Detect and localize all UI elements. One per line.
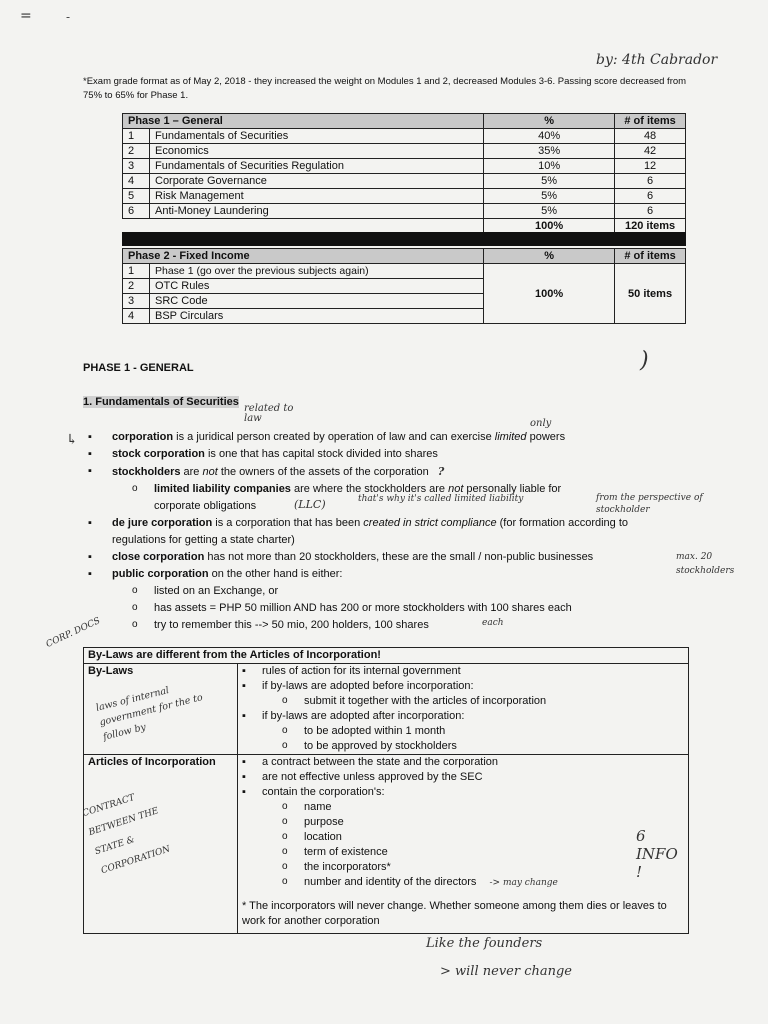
sub-bullet-listed: o listed on an Exchange, or: [132, 583, 688, 600]
subsection-title: 1. Fundamentals of Securities: [83, 396, 239, 408]
phase1-cell-n: 6: [123, 204, 150, 219]
phase1-cell-pct: 5%: [484, 174, 615, 189]
phase1-cell-name: Corporate Governance: [150, 174, 484, 189]
phase1-row: [123, 174, 686, 189]
phase1-total-pct: 100%: [484, 219, 615, 234]
note-perspective: from the perspective of stockholder: [596, 493, 703, 515]
phase1-cell-pct: 5%: [484, 189, 615, 204]
aoi-content: ▪ a contract between the state and the corporation ▪ are not effective unless approved by the SEC ▪ contain the corporation's: o name o purpose o location o term of existence o the incorporators* o number and identity of the directors -> may change 6 INFO ! * The incorporators will never change. Whether someone among them dies or leaves to work for another corporation: [238, 755, 689, 934]
note-related-to-law: related to law: [244, 403, 294, 424]
note-bylaws: laws of internal government for the to follow by: [94, 684, 204, 743]
bullet-de-jure: ▪ de jure corporation is a corporation that has been created in strict compliance (for formation according to regulations for getting a state charter): [88, 515, 652, 549]
phase1-cell-name: Fundamentals of Securities Regulation: [150, 159, 484, 174]
phase1-cell-pct: 5%: [484, 204, 615, 219]
bullet-stock-corporation: ▪ stock corporation is one that has capital stock divided into shares: [88, 446, 688, 463]
section-title: PHASE 1 - GENERAL: [83, 362, 194, 374]
phase1-cell-pct: 40%: [484, 129, 615, 144]
note-limited-liability: that's why it's called limited liability: [358, 494, 524, 504]
phase2-row: 3 SRC Code: [123, 294, 686, 309]
phase1-cell-n: 5: [123, 189, 150, 204]
note-aoi: CONTRACT BETWEEN THE STATE & CORPORATION: [81, 792, 172, 877]
note-may-change: -> may change: [489, 878, 558, 888]
phase1-cell-pct: 10%: [484, 159, 615, 174]
phase1-row: [123, 129, 686, 144]
note-max-20: max. 20 stockholders: [676, 552, 735, 576]
author-signature: by: 4th Cabrador: [596, 52, 718, 68]
phase1-cell-name: Anti-Money Laundering: [150, 204, 484, 219]
phase2-row: 4 BSP Circulars: [123, 309, 686, 324]
bylaws-vs-articles-table: [83, 647, 689, 934]
phase1-total-items: 120 items: [615, 219, 686, 234]
bullet-corporation: ▪ corporation is a juridical person created by operation of law and can exercise limited powers: [88, 429, 688, 446]
bullet-stockholders: ▪ stockholders are not the owners of the assets of the corporation ?: [88, 463, 688, 481]
aoi-label-cell: [81, 755, 238, 934]
phase2-table: [122, 248, 686, 324]
phase1-items-header: # of items: [615, 114, 686, 129]
phase1-cell-n: 2: [123, 144, 150, 159]
phase1-header-row: [123, 114, 686, 129]
note-founders: Like the founders: [426, 936, 543, 951]
phase1-row: [123, 204, 686, 219]
bullet-close-corporation: ▪ close corporation has not more than 20 stockholders, these are the small / non-public businesses: [88, 549, 688, 566]
note-corp-docs: CORP. DOCS: [44, 616, 103, 650]
note-each: each: [482, 618, 504, 628]
bullet-public-corporation: ▪ public corporation on the other hand is either:: [88, 566, 688, 583]
phase1-cell-pct: 35%: [484, 144, 615, 159]
note-only: only: [530, 418, 552, 429]
bylaws-label-cell: [84, 664, 238, 755]
sub-bullet-llc: o limited liability companies are where the stockholders are not personally liable for corporate obligations: [132, 481, 594, 515]
phase1-cell-items: 6: [615, 174, 686, 189]
sub-bullet-remember: o try to remember this --> 50 mio, 200 holders, 100 shares: [132, 617, 688, 634]
aoi-label: Articles of Incorporation: [88, 756, 216, 768]
footnote: * The incorporators will never change. Whether someone among them dies or leaves to work for another corporation: [242, 900, 667, 927]
table-separator-bar: [122, 232, 686, 246]
phase2-header-row: [123, 249, 686, 264]
phase1-cell-items: 6: [615, 204, 686, 219]
phase1-cell-n: 4: [123, 174, 150, 189]
exam-note: *Exam grade format as of May 2, 2018 - they increased the weight on Modules 1 and 2, decreased Modules 3-6. Passing score decreased from 75% to 65% for Phase 1.: [83, 76, 687, 101]
corner-mark-small: -: [66, 10, 71, 24]
phase1-title: Phase 1 – General: [123, 114, 484, 129]
bylaws-label: By-Laws: [88, 665, 134, 677]
phase1-cell-n: 3: [123, 159, 150, 174]
sub-bullet-assets: o has assets = PHP 50 million AND has 200 or more stockholders with 100 shares each: [132, 600, 688, 617]
note-six-info: 6 INFO !: [636, 827, 678, 881]
phase2-pct-header: %: [484, 249, 615, 264]
comparison-title: By-Laws are different from the Articles of Incorporation!: [84, 648, 689, 664]
phase2-items: 50 items: [615, 264, 686, 324]
phase1-table: [122, 113, 686, 234]
phase1-cell-items: 42: [615, 144, 686, 159]
note-never-change: > will never change: [440, 964, 572, 979]
phase1-row: [123, 159, 686, 174]
phase1-row: [123, 144, 686, 159]
phase1-cell-items: 48: [615, 129, 686, 144]
bullet-section: [88, 429, 688, 634]
phase1-cell-name: Fundamentals of Securities: [150, 129, 484, 144]
phase1-cell-name: Economics: [150, 144, 484, 159]
phase2-items-header: # of items: [615, 249, 686, 264]
phase1-row: [123, 189, 686, 204]
handwritten-squiggle: ): [640, 348, 649, 373]
note-llc: (LLC): [294, 498, 326, 511]
phase2-pct: 100%: [484, 264, 615, 324]
bylaws-content: ▪ rules of action for its internal government ▪ if by-laws are adopted before incorporation: o submit it together with the articles of incorporation ▪ if by-laws are adopted after incorporation: o to be adopted within 1 month o to be approved by stockholders: [238, 664, 689, 755]
note-arrow-margin: ↳: [66, 432, 78, 448]
phase2-title: Phase 2 - Fixed Income: [123, 249, 484, 264]
phase2-row: 2 OTC Rules: [123, 279, 686, 294]
corner-mark: =: [20, 8, 32, 24]
phase1-cell-n: 1: [123, 129, 150, 144]
phase1-pct-header: %: [484, 114, 615, 129]
phase1-cell-items: 6: [615, 189, 686, 204]
phase2-row: 1 Phase 1 (go over the previous subjects again) 100% 50 items: [123, 264, 686, 279]
phase1-cell-name: Risk Management: [150, 189, 484, 204]
phase1-cell-items: 12: [615, 159, 686, 174]
